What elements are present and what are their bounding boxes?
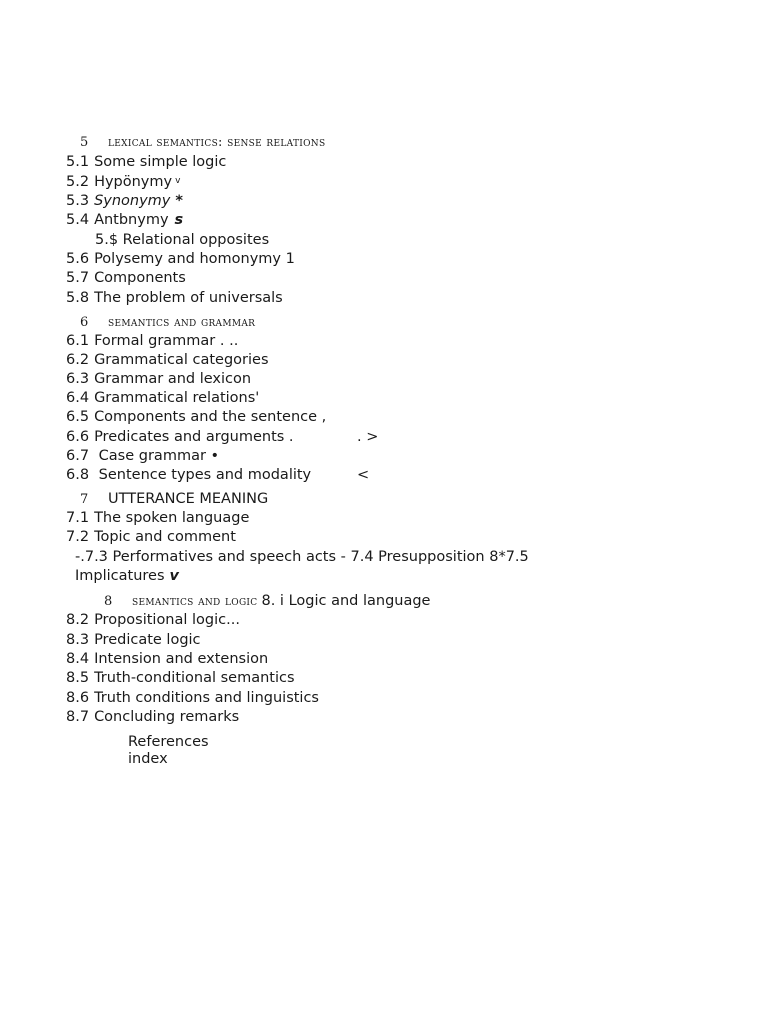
chapter-title: semantics and grammar [108,315,256,330]
toc-entry-6-6-trail: . > [357,429,379,445]
toc-entry-6-1 [66,332,238,350]
stray-mark: s [174,212,184,228]
toc-run-on-line-1: -.7.3 Performatives and speech acts - 7.4 Presupposition 8*7.5 [75,549,529,565]
section-title: Grammatical categories [94,352,269,368]
section-number: 6.6 [66,429,90,445]
toc-entry-8-7 [66,708,239,726]
section-number: 6.2 [66,352,90,368]
section-number: 6.3 [66,371,90,387]
toc-entry-6-7 [66,447,219,465]
section-title: Components [94,270,186,286]
section-title: Truth conditions and linguistics [94,690,319,706]
stray-mark: v [175,176,181,186]
chapter-number: 6 [80,315,89,330]
toc-entry-5-5 [95,231,269,249]
toc-entry-7-1 [66,509,249,527]
section-title: Sentence types and modality [94,467,312,483]
section-title: Intension and extension [94,651,269,667]
toc-entry-6-3 [66,370,251,388]
section-number: 5.3 [66,193,90,209]
toc-entry-index: index [128,751,168,767]
section-title: Antbnymy [94,212,169,228]
toc-entry-5-3 [66,192,183,210]
toc-entry-6-8-trail: < [357,467,370,483]
section-number: 6.7 [66,448,90,464]
section-number: 7.1 [66,510,90,526]
section-title: Formal grammar . .. [94,333,239,349]
toc-entry-5-8 [66,289,283,307]
section-title: The spoken language [94,510,250,526]
toc-entry-8-5 [66,669,295,687]
section-number: 6.5 [66,409,90,425]
section-number: 8.4 [66,651,90,667]
section-number: 5.4 [66,212,90,228]
toc-entry-5-1 [66,153,226,171]
toc-entry-5-7 [66,269,186,287]
toc-entry-5-2 [66,172,180,191]
toc-entry-5-6 [66,250,295,268]
section-title: Predicate logic [94,632,201,648]
section-title: Case grammar • [94,448,220,464]
section-number: 6.1 [66,333,90,349]
section-title: Concluding remarks [94,709,240,725]
section-title: Hypönymy [94,174,173,190]
section-number: 8.7 [66,709,90,725]
section-title: The problem of universals [94,290,283,306]
section-title: Some simple logic [94,154,227,170]
toc-entry-8-2 [66,611,240,629]
chapter-number: 7 [80,492,89,507]
section-title: Components and the sentence , [94,409,327,425]
section-number: 6.8 [66,467,90,483]
chapter-number: 8 [104,594,113,609]
section-number: 7.2 [66,529,90,545]
chapter-5-heading [80,134,325,152]
toc-run-on-line-2 [75,567,179,585]
toc-entry-8-6 [66,689,319,707]
toc-entry-6-6 [66,428,294,446]
section-number: 5.8 [66,290,90,306]
section-number: 5.7 [66,270,90,286]
section-title: Synonymy [94,193,171,209]
toc-entry-8-4 [66,650,268,668]
section-number: 8.2 [66,612,90,628]
section-title: Grammatical relations' [94,390,260,406]
section-number: 8.6 [66,690,90,706]
toc-entry-8-3 [66,631,201,649]
section-number: 8.3 [66,632,90,648]
toc-entry-6-4 [66,389,259,407]
toc-entry-8-1: 8. i Logic and language [261,593,431,609]
chapter-7-heading [80,490,268,509]
section-number: 5.6 [66,251,90,267]
toc-entry-6-2 [66,351,269,369]
section-number: 8.5 [66,670,90,686]
section-number: 6.4 [66,390,90,406]
toc-entry-6-5 [66,408,326,426]
chapter-8-heading [104,592,430,611]
section-title: Truth-conditional semantics [94,670,295,686]
chapter-title: lexical semantics: sense relations [108,135,326,150]
section-title: Grammar and lexicon [94,371,252,387]
chapter-title: semantics and logic [132,594,258,609]
chapter-6-heading [80,314,255,332]
section-title: 5.$ Relational opposites [95,232,270,248]
toc-entry-references: References [128,734,209,750]
section-number: 5.2 [66,174,90,190]
section-title: Topic and comment [94,529,236,545]
section-title: Propositional logic... [94,612,240,628]
toc-entry-5-4 [66,211,183,229]
toc-entry-7-2 [66,528,236,546]
toc-entry-6-8 [66,466,311,484]
section-title: Predicates and arguments . [94,429,294,445]
section-number: 5.1 [66,154,90,170]
chapter-number: 5 [80,135,89,150]
section-title: Polysemy and homonymy 1 [94,251,295,267]
stray-mark: v [169,568,179,584]
stray-mark: * [175,193,183,209]
section-title: Implicatures [75,568,165,584]
chapter-title: UTTERANCE MEANING [108,491,269,507]
